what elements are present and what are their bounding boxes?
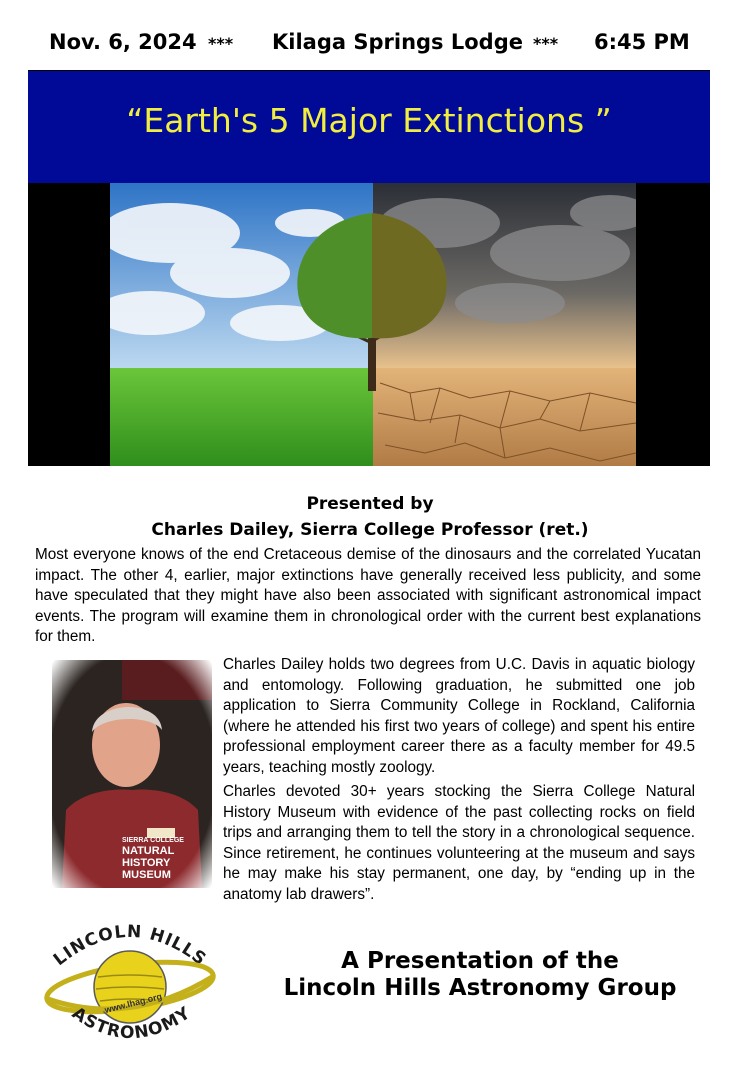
logo-bottom-text: ASTRONOMY — [68, 1003, 195, 1044]
speaker-bio — [223, 655, 695, 909]
event-date: Nov. 6, 2024 — [49, 30, 197, 54]
separator-stars: *** — [208, 34, 234, 53]
tree-split-image — [110, 183, 636, 466]
bio-paragraph-2: Charles devoted 30+ years stocking the Sierra College Natural History Museum with evidence of the past collecting rocks on field trips and arranging them to tell the story in a chronological sequence. Since retirement, he continues volunteering at the museum and says he may make his stay permanent, one day, by “ending up in the anatomy lab drawers”. — [223, 783, 695, 903]
footer-credit — [275, 948, 685, 1002]
event-time: 6:45 PM — [594, 30, 690, 54]
speaker-portrait — [52, 660, 212, 888]
event-title: “Earth's 5 Major Extinctions ” — [126, 101, 612, 140]
logo-ring-url: www.lhag.org — [103, 991, 163, 1016]
grass-field — [110, 368, 373, 466]
lhag-logo — [40, 915, 220, 1050]
hero-photo-frame — [28, 183, 710, 466]
intro-paragraph: Most everyone knows of the end Cretaceous demise of the dinosaurs and the correlated Yucatan impact. The other 4, earlier, major extinctions have generally received less publicity, and some have speculated that they might have also been associated with significant astronomical impact events. The program will examine them in chronological order with the current best explanations for them. — [35, 546, 701, 645]
event-header — [0, 30, 740, 64]
cracked-desert — [373, 368, 636, 466]
presenter-name: Charles Dailey, Sierra College Professor (ret.) — [151, 520, 589, 540]
footer-line-1: A Presentation of the — [341, 948, 619, 974]
event-location: Kilaga Springs Lodge — [272, 30, 523, 54]
logo-top-text: LINCOLN HILLS — [49, 921, 211, 971]
presented-by: Presented by — [306, 494, 434, 514]
footer-line-2: Lincoln Hills Astronomy Group — [283, 975, 677, 1001]
bio-paragraph-1: Charles Dailey holds two degrees from U.C. Davis in aquatic biology and entomology. Following graduation, he submitted one job application to Sierra Community College in Rockland, California (where he attended his first two years of college) and spent his entire professional employment career there as a faculty member for 49.5 years, teaching mostly zoology. — [223, 656, 695, 776]
separator-stars: *** — [533, 34, 559, 53]
title-banner — [28, 70, 710, 183]
